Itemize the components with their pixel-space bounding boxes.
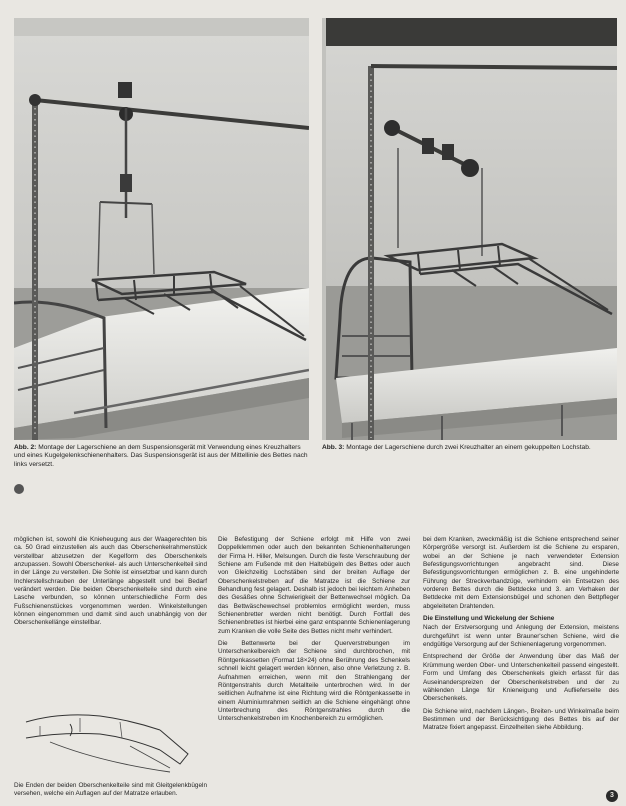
paragraph: Die Befestigung der Schiene erfolgt mit Hilfe von zwei Doppelklemmen oder auch den bekannten Schienenhalterungen der Firma H. Hiller, Melsungen. Durch die feste Verschraubung der Schiene am Fußende mit den Haltebügeln des Bettes oder auch von Gleichzeitig Lochstäben sind der breiten Auflage der Oberschenkelstreben auf die Matratze ist die Schiene zur Behandlung fest gelagert. Deshalb ist jedoch bei leichtem Anheben des Gesäßes ohne Schwierigkeit der Bettenwechsel möglich. Da das Bettwäschewechsel problemlos ermöglicht werden, muss Schienenbretter werden nicht benötigt. Durch Fortfall des Schienenbrettes ist hierbei eine ganz entspannte Schienenlagerung zum Kranken die volle Seite des Bettes nicht mehr verhindert. bbox=[218, 536, 410, 635]
figure-3-label: Abb. 3: bbox=[322, 444, 345, 451]
leg-splint-sketch bbox=[20, 702, 200, 780]
figure-2-caption bbox=[14, 444, 309, 469]
paragraph: Die Enden der beiden Oberschenkelteile sind mit Gleitgelenkbügeln versehen, welche ein Auflagen auf der Matratze erlauben. bbox=[14, 782, 207, 798]
paragraph: Die Schiene wird, nachdem Längen-, Breiten- und Winkelmaße beim Bestimmen und der Berücksichtigung des Bettes bis auf der Matratze fixiert angepasst. Einzelheiten siehe Abbildung. bbox=[423, 707, 619, 732]
paragraph: bei dem Kranken, zweckmäßig ist die Schiene entsprechend seiner Körpergröße versorgt ist. Außerdem ist die Schiene zu ersparen, wobei an der Schiene je nach verwendeter Extension Befestigungsvorrichtungen angebracht sind. Diese Befestigungsvorrichtungen ermöglichen z. B. eine ungehinderte Führung der Streckverbandzüge, verhindern ein Entsetzen des vorderen Bettes durch die Bettdecke und 3. am Verhaken der Bettdecke mit dem Extensionsbügel und schonen den Bettpfleger abgeleiteten Drahtenden. bbox=[423, 536, 619, 610]
figure-2-label: Abb. 2: bbox=[14, 444, 37, 451]
paragraph: möglichen ist, sowohl die Knieheugung aus der Waagerechten bis ca. 50 Grad einzustellen als auch das Oberschenkelrahmenstück verstellbar abzusetzen der Kegelform des Oberschenkels anzupassen. Sowohl Oberschenkel- als auch Unterschenkelteil sind in der Länge zu verstellen. Die Sohle ist einsetzbar und kann durch Inchlerstellschrauben der Unterlänge abgestellt und bei Bedarf verändert werden. Die beiden Oberschenkelteile sind durch eine Lasche verbunden, so können unterschiedliche Form des Fußschienenstückes vorgenommen werden. Winkelstellungen können eingenommen und damit sind auch unabhängig von der Oberschenkellänge einstellbar. bbox=[14, 536, 207, 627]
text-column-3 bbox=[423, 536, 619, 737]
text-column-1 bbox=[14, 536, 207, 632]
figure-3-caption bbox=[322, 444, 617, 452]
figure-3-caption-text: Montage der Lagerschiene durch zwei Kreuzhalter an einem gekuppelten Lochstab. bbox=[346, 444, 591, 451]
section-heading: Die Einstellung und Wickelung der Schiene bbox=[423, 615, 555, 623]
figure-2-caption-text: Montage der Lagerschiene an dem Suspensionsgerät mit Verwendung eines Kreuzhalters und eines Kugelgelenkschienenhalters. Das Suspensionsgerät ist aus der Mittellinie des Bettes nach links versetzt. bbox=[14, 444, 308, 468]
text-column-2 bbox=[218, 536, 410, 728]
binder-hole-mark bbox=[14, 484, 24, 494]
paragraph: Entsprechend der Größe der Anwendung über das Maß der Krümmung werden Ober- und Unterschenkelteil passend eingestellt. Form und Umfang des Oberschenkels gleich erfasst für das Auseinanderspreizen der Oberschenkelstreben und der zu wählenden Länge für Knieneigung und Auflieferseite des Oberschenkels. bbox=[423, 653, 619, 703]
photo-figure-2 bbox=[14, 18, 309, 440]
paragraph: Nach der Erstversorgung und Anlegung der Extension, meistens durchgeführt ist wenn unter Brauner'schen Schiene, wird die endgültige Versorgung auf der Schienenlagerung vorgenommen. bbox=[423, 624, 619, 649]
paragraph: Die Bettenwerte bei der Querverstrebungen im Unterschenkelbereich der Schiene sind durchbrochen, mit Röntgenkassetten (Format 18×24) ohne Berührung des Schenkels schnell leicht gelagert werden können, also ohne Verletzung z. B. Aufnahmen erreichen, wenn mit den Strahlengang der Röntgenstrahls durch Metallteile unterbrochen wird. In der seitlichen Aufnahme ist eine Richtung wird die Röntgenkassette in einem Aluminiumrahmen seitlich an die Schiene eingehängt ohne Unterbrechung des Röntgenstrahles durch die Unterschenkelstreben im Knochenbereich zu ermöglichen. bbox=[218, 640, 410, 723]
photo-figure-3 bbox=[322, 18, 617, 440]
page-number: 3 bbox=[606, 790, 618, 802]
